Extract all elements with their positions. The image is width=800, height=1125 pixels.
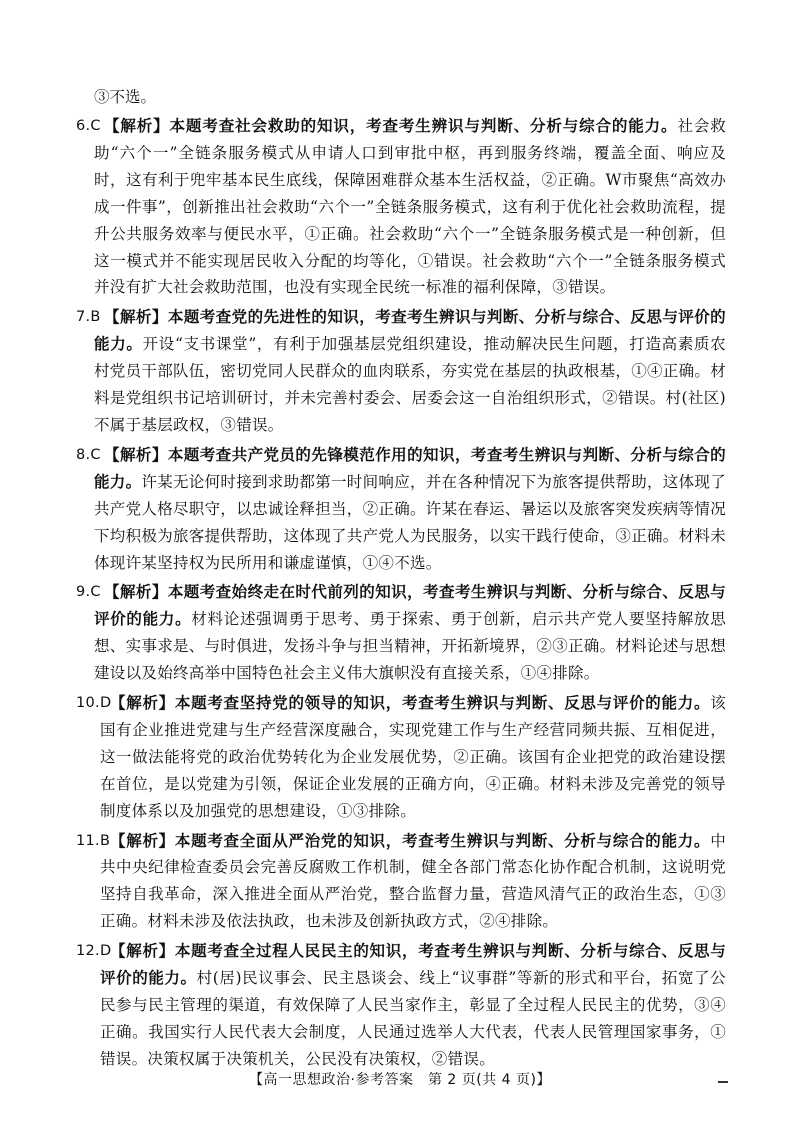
answer-number: 12.D [76,943,112,960]
analysis-tag: 【解析】 [104,308,168,327]
answer-item-10 [76,690,726,825]
carryover-line: ③不选。 [94,88,157,106]
answer-item-7 [76,304,726,439]
analysis-body: 中共中央纪律检查委员会完善反腐败工作机制，健全各部门常态化协作配合机制，这说明党坚持自我革命，深入推进全面从严治党，整合监督力量，营造风清气正的政治生态，①③正确。材料未涉及依法执政，也未涉及创新执政方式，②④排除。 [100,831,726,931]
analysis-tag: 【解析】 [110,831,175,850]
analysis-lead: 本题考查坚持党的领导的知识，考查考生辨识与判断、反思与评价的能力。 [174,694,711,713]
analysis-lead: 本题考查全面从严治党的知识，考查考生辨识与判断、分析与综合的能力。 [174,831,711,850]
answer-number: 9.C [76,584,101,601]
analysis-body: 开设“支书课堂”，有利于加强基层党组织建设，推动解决民生问题，打造高素质农村党员干部队伍，密切党同人民群众的血肉联系，夯实党在基层的执政根基，①④正确。材料是党组织书记培训研讨，并未完善村委会、居委会这一自治组织形式，②错误。村(社区)不属于基层政权，③错误。 [94,335,727,434]
analysis-tag: 【解析】 [104,583,168,602]
answer-item-8 [76,442,726,577]
page-footer: 【高一思想政治·参考答案 第 2 页(共 4 页)】 [249,1072,551,1088]
answer-item-11 [76,828,726,936]
analysis-tag: 【解析】 [104,445,168,464]
answer-item-12 [76,938,726,1073]
analysis-body: 材料论述强调勇于思考、勇于探索、勇于创新，启示共产党人要坚持解放思想、实事求是、与时俱进，发扬斗争与担当精神，开拓新境界，②③正确。材料论述与思想建设以及始终高举中国特色社会主义伟大旗帜没有直接关系，①④排除。 [94,610,727,683]
analysis-lead: 本题考查党的先进性的知识，考查考生辨识与判断、分析与综合、反思与评价的能力。 [94,308,726,354]
analysis-body: 村(居)民议事会、民主恳谈会、线上“议事群”等新的形式和平台，拓宽了公民参与民主管理的渠道，有效保障了人民当家作主，彰显了全过程人民民主的优势，③④正确。我国实行人民代表大会制度，人民通过选举人大代表，代表人民管理国家事务，①错误。决策权属于决策机关，公民没有决策权，②错误。 [100,969,726,1068]
answer-number: 6.C [76,118,101,134]
analysis-lead: 本题考查全过程人民民主的知识，考查考生辨识与判断、分析与综合、反思与评价的能力。 [100,942,727,988]
answer-item-6 [76,113,726,301]
analysis-tag: 【解析】 [104,117,170,135]
page-corner-mark [718,1081,728,1083]
analysis-body: 该国有企业推进党建与生产经营深度融合，实现党建工作与生产经营同频共振、互相促进，这一做法能将党的政治优势转化为企业发展优势，②正确。该国有企业把党的政治建设摆在首位，是以党建为引领，保证企业发展的正确方向，④正确。材料未涉及完善党的领导制度体系以及加强党的思想建设，①③排除。 [100,694,726,820]
analysis-lead: 本题考查始终走在时代前列的知识，考查考生辨识与判断、分析与综合、反思与评价的能力。 [94,583,726,629]
analysis-lead: 本题考查社会救助的知识，考查考生辨识与判断、分析与综合的能力。 [169,117,678,135]
answer-number: 11.B [76,832,111,849]
analysis-body: 社会救助“六个一”全链条服务模式从申请人口到审批中枢，再到服务终端，覆盖全面、响应及时，这有利于兜牢基本民生底线，保障困难群众基本生活权益，②正确。W市聚焦“高效办成一件事”，创新推出社会救助“六个一”全链条服务模式，这有利于优化社会救助流程，提升公共服务效率与便民水平，①正确。社会救助“六个一”全链条服务模式是一种创新，但这一模式并不能实现居民收入分配的均等化，①错误。社会救助“六个一”全链条服务模式并没有扩大社会救助范围，也没有实现全民统一标准的福利保障，③错误。 [94,117,727,297]
answer-number: 10.D [76,695,112,712]
analysis-tag: 【解析】 [110,942,175,961]
analysis-lead: 本题考查共产党员的先锋模范作用的知识，考查考生辨识与判断、分析与综合的能力。 [94,445,726,491]
answer-item-9 [76,579,726,687]
answer-number: 8.C [76,446,101,463]
analysis-tag: 【解析】 [110,694,175,713]
answer-number: 7.B [76,309,101,326]
analysis-body: 许某无论何时接到求助都第一时间响应，并在各种情况下为旅客提供帮助，这体现了共产党人格尽职守，以忠诚诠释担当，②正确。许某在春运、暑运以及旅客突发疾病等情况下均积极为旅客提供帮助，这体现了共产党人为民服务，以实干践行使命，③正确。材料未体现许某坚持权为民所用和谦虚谨慎，①④不选。 [94,472,727,572]
answer-list [76,113,726,1076]
